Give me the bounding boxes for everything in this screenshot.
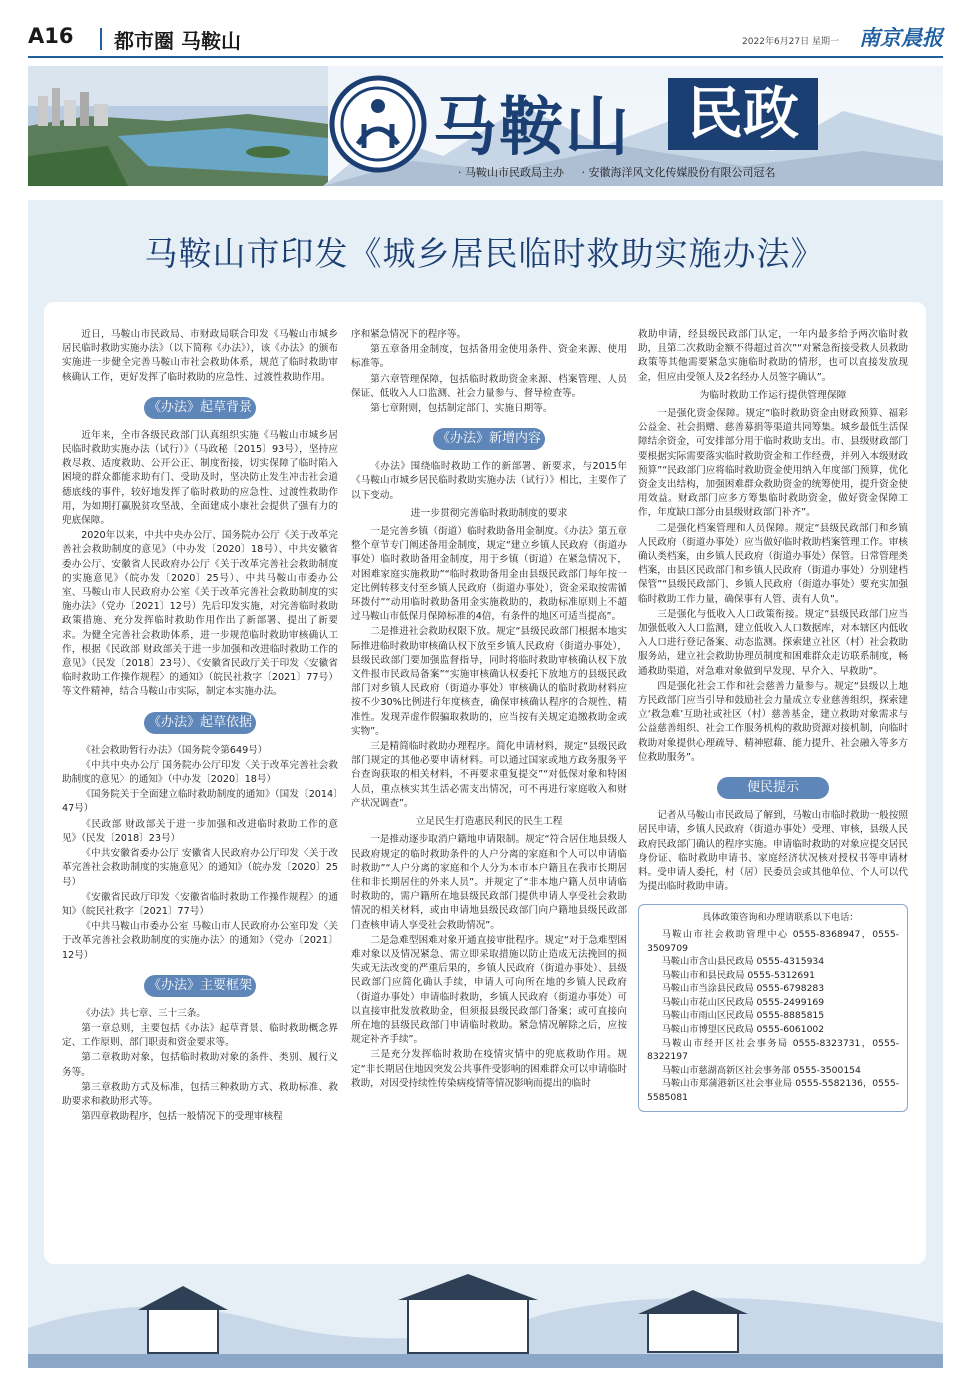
basis-item: 《安徽省民政厅印发〈安徽省临时救助工作操作规程〉的通知》（皖民社救字〔2021〕77号） [62, 891, 338, 917]
subheading: 为临时救助工作运行提供管理保障 [699, 389, 847, 401]
subheading: 进一步贯彻完善临时救助制度的要求 [410, 507, 568, 519]
framework-item: 第二章救助对象，包括临时救助对象的条件、类别、履行义务等。 [62, 1052, 338, 1078]
paragraph: 2020年以来，中共中央办公厅、国务院办公厅《关于改革完善社会救助制度的意见》（中办发〔2020〕18号）、中共安徽省委办公厅、安徽省人民政府办公厅《关于改革完善社会救助制度的实施意见》（皖办发〔2020〕25号）、中共马鞍山市委办公室、马鞍山市人民政府办公室《关于改革完善社会救助制度的实施办法》（党办〔2021〕12号）先后印发实施，对完善临时救助政策措施、充分发挥临时救助作用作出了新部署、提出了新要求。为健全完善社会救助体系，进一步规范临时救助审核确认工作，根据《民政部 财政部关于进一步加强和改进临时救助工作的意见》（民发〔2018〕23号）、《安徽省民政厅关于印发〈安徽省临时救助工作操作规程〉的通知》（皖民社救字〔2021〕77号）等文件精神，结合马鞍山市实际，制定本实施办法。 [62, 530, 338, 698]
article-headline: 马鞍山市印发《城乡居民临时救助实施办法》 [144, 234, 825, 273]
paragraph: 二是急难型困难对象开通直接审批程序。规定“对于急难型困难对象以及情况紧急、需立即采取措施以防止造成无法挽回的损失或无法改变的严重后果的，乡镇人民政府（街道办事处）、县级民政部门应简化确认手续，申请人可向所在地的乡镇人民政府（街道办事处）申请临时救助，乡镇人民政府（街道办事处）可以直接审批发放救助金，但须报县级民政部门备案；或可直接向所在地的县级民政部门申请临时救助。紧急情况解除之后，应按规定补齐手续”。 [351, 934, 627, 1046]
framework-item: 第一章总则，主要包括《办法》起草背景、临时救助概念界定、工作原则、部门职责和资金要求等。 [62, 1022, 338, 1049]
paragraph: 第六章管理保障，包括临时救助资金来源、档案管理、人员保证、低收入人口监测、社会力量参与、督导检查等。 [351, 373, 627, 399]
city-aerial-photo [28, 66, 328, 186]
section-pill-tips: 便民提示 [717, 777, 829, 799]
contact-item: 马鞍山市社会救助管理中心 0555-8368947，0555-3509709 [647, 928, 899, 954]
paragraph: 四是强化社会工作和社会慈善力量参与。规定“县级以上地方民政部门应当引导和鼓励社会力量成立专业慈善组织，探索建立‘救急难’互助社或社区（村）慈善基金，建立救助对象需求与公益慈善组织、社会工作服务机构的救助资源对接机制，向临时救助对象提供心理疏导、精神慰藉、能力提升、社会融入等多方位救助服务”。 [638, 680, 908, 763]
contact-item: 马鞍山市博望区民政局 0555-6061002 [661, 1024, 825, 1036]
contact-item: 马鞍山市含山县民政局 0555-4315934 [661, 956, 825, 968]
page-number: A16 [28, 24, 74, 48]
issue-date: 2022年6月27日 星期一 [742, 37, 839, 47]
paragraph: 一是推动逐步取消户籍地申请限制。规定“符合居住地县级人民政府规定的临时救助条件的人户分离的家庭和个人可以申请临时救助”“人户分离的家庭和个人分为本市本户籍且在我市长期居住和非长期居住的外来人员”。并规定了“非本地户籍人员申请临时救助的，需户籍所在地县级民政部门提供申请人享受社会救助情况的相关材料，或由申请地县级民政部门向户籍地县级民政部门查核申请人享受社会救助情况”。 [351, 834, 627, 931]
basis-item: 《国务院关于全面建立临时救助制度的通知》（国发〔2014〕47号） [62, 789, 338, 815]
framework-item: 第三章救助方式及标准，包括三种救助方式、救助标准、救助要求和救助形式等。 [62, 1081, 338, 1107]
section-title: 都市圈 马鞍山 [114, 29, 241, 53]
contact-item: 马鞍山市花山区民政局 0555-2499169 [661, 996, 825, 1008]
contact-box [638, 904, 908, 1111]
page-header [28, 22, 943, 58]
contact-item: 马鞍山市当涂县民政局 0555-6798283 [661, 983, 825, 995]
section-pill-basis: 《办法》起草依据 [144, 712, 256, 734]
contact-item: 马鞍山市雨山区民政局 0555-8885815 [661, 1010, 825, 1022]
contact-item: 马鞍山市慈湖高新区社会事务部 0555-3500154 [661, 1064, 861, 1076]
paragraph: 一是完善乡镇（街道）临时救助备用金制度。《办法》第五章整个章节专门阐述备用金制度，规定“建立乡镇人民政府（街道办事处）临时救助备用金制度，用于乡镇（街道）在紧急情况下，对困难家庭实施救助”“临时救助备用金由县级民政部门每年按一定比例转移支付至乡镇人民政府（街道办事处），资金采取按需循环拨付”“动用临时救助备用金实施救助的，救助标准原则上不超过马鞍山市低保月保障标准的4倍，有条件的地区可适当提高”。 [351, 526, 627, 623]
paragraph: 《办法》围绕临时救助工作的新部署、新要求，与2015年《马鞍山市城乡居民临时救助实施办法（试行）》相比，主要作了以下变动。 [351, 461, 627, 501]
article-column-3 [638, 328, 908, 1112]
paragraph: 第七章附则，包括制定部门、实施日期等。 [370, 403, 553, 415]
basis-item: 《中共安徽省委办公厅 安徽省人民政府办公厅印发〈关于改革完善社会救助制度的实施意见〉的通知》（皖办发〔2020〕25号） [62, 848, 338, 888]
paragraph: 二是推进社会救助权限下放。规定“县级民政部门根据本地实际推进临时救助审核确认权下放至乡镇人民政府（街道办事处），县级民政部门要加强监督指导，同时将临时救助审核确认权下放文件报市民政局备案”“实施审核确认权委托下放地方的县级民政部门对乡镇人民政府（街道办事处）审核确认的临时救助材料应按不少30%比例进行年度核查，确保审核确认程序的合规性、精准性。发现弄虚作假骗取救助的，应当按有关规定追缴救助金或实物”。 [351, 626, 627, 737]
basis-item: 《社会救助暂行办法》（国务院令第649号） [81, 744, 268, 756]
article-column-2 [351, 328, 627, 1092]
contact-item: 马鞍山市和县民政局 0555-5312691 [661, 969, 815, 981]
framework-item: 《办法》共七章、三十三条。 [81, 1007, 206, 1019]
paragraph: 序和紧急情况下的程序等。 [351, 329, 467, 340]
banner-title-box: 民政 [668, 78, 818, 150]
basis-item: 《民政部 财政部关于进一步加强和改进临时救助工作的意见》（民发〔2018〕23号） [62, 818, 338, 844]
traditional-architecture-illustration [28, 1268, 943, 1368]
civil-affairs-emblem-icon [328, 74, 428, 174]
header-divider [100, 28, 102, 50]
paragraph: 二是强化档案管理和人员保障。规定“县级民政部门和乡镇人民政府（街道办事处）应当做好临时救助档案管理工作。审核确认类档案，由乡镇人民政府（街道办事处）保管。日常管理类档案，由县区民政部门和乡镇人民政府（街道办事处）分别建档保管”“县级民政部门、乡镇人民政府（街道办事处）要充实加强临时救助工作力量，确保事有人管、责有人负”。 [638, 522, 908, 605]
article-column-1 [62, 328, 338, 1125]
column-banner [28, 66, 943, 186]
paragraph: 三是强化与低收入人口政策衔接。规定“县级民政部门应当加强低收入人口监测，建立低收入人口数据库，对本辖区内低收入人口进行登记备案、动态监测。探索建立社区（村）社会救助服务站，建立社会救助协理员制度和困难群众走访联系制度，畅通救助渠道，对急难对象做到早发现、早介入、早救助”。 [638, 608, 908, 677]
paragraph: 近年来，全市各级民政部门认真组织实施《马鞍山市城乡居民临时救助实施办法（试行）》（马政秘〔2015〕93号），坚持应救尽救、适度救助、公开公正、制度衔接，切实保障了临时陷入困境的群众都能求助有门、受助及时，坚决防止发生冲击社会道德底线的事件，较好地发挥了临时救助的应急性、过渡性救助作用，为如期打赢脱贫攻坚战、全面建成小康社会提供了强有力的兜底保障。 [62, 429, 338, 527]
basis-item: 《中共中央办公厅 国务院办公厅印发〈关于改革完善社会救助制度的意见〉的通知》（中办发〔2020〕18号） [62, 759, 338, 786]
paragraph: 一是强化资金保障。规定“临时救助资金由财政预算、福彩公益金、社会捐赠、慈善募捐等渠道共同筹集。城乡最低生活保障结余资金，可安排部分用于临时救助支出。市、县级财政部门要根据实际需要落实临时救助资金和工作经费，并列入本级财政预算”“民政部门应将临时救助资金使用纳入年度部门预算，优化资金支出结构，加强困难群众救助资金的统筹使用，提升资金使用效益。财政部门应多方筹集临时救助资金，做好资金保障工作，年度缺口部分由县级财政部门补齐”。 [638, 408, 908, 519]
paragraph: 记者从马鞍山市民政局了解到，马鞍山市临时救助一般按照居民申请，乡镇人民政府（街道办事处）受理、审核，县级人民政府民政部门确认的程序实施。申请临时救助的对象应提交居民身份证、临时救助申请书、家庭经济状况核对授权书等申请材料。受申请人委托，村（居）民委员会或其他单位、个人可以代为提出临时救助申请。 [638, 810, 908, 893]
sponsor-line [458, 164, 790, 180]
basis-item: 《中共马鞍山市委办公室 马鞍山市人民政府办公室印发〈关于改革完善社会救助制度的实施办法〉的通知》（党办〔2021〕12号） [62, 921, 338, 961]
paragraph: 三是精简临时救助办理程序。简化申请材料，规定“县级民政部门规定的其他必要申请材料。可以通过国家或地方政务服务平台查询获取的相关材料，不再要求重复提交”“对低保对象和特困人员，重点核实其生活必需支出情况，可不再进行家庭收入和财产状况调查”。 [351, 741, 627, 809]
newspaper-logo: 南京晨报 [859, 25, 943, 50]
paragraph: 第五章备用金制度，包括备用金使用条件、资金来源、使用标准等。 [351, 344, 627, 370]
framework-item: 第四章救助程序，包括一般情况下的受理审核程 [81, 1111, 283, 1123]
contact-item: 马鞍山市郑蒲港新区社会事业局 0555-5582136，0555-5585081 [647, 1078, 899, 1104]
contact-title: 具体政策咨询和办理请联系以下电话： [702, 912, 859, 924]
section-pill-background: 《办法》起草背景 [144, 397, 256, 419]
paragraph: 三是充分发挥临时救助在疫情灾情中的兜底救助作用。规定“非长期居住地因突发公共事件受影响的困难群众可以申请临时救助，对因受持续性传染病疫情等情况影响而提出的临时 [351, 1049, 627, 1089]
section-pill-framework: 《办法》主要框架 [144, 975, 256, 997]
sponsor-host: · 马鞍山市民政局主办 [458, 166, 564, 179]
paragraph: 救助申请，经县级民政部门认定，一年内最多给予两次临时救助，且第二次救助金额不得超过首次”“对紧急衔接受救人员救助政策等其他需要紧急实施临时救助的情形，也可以直接发放现金，但应由受领人及2名经办人员签字确认”。 [638, 329, 908, 383]
intro-paragraph: 近日，马鞍山市民政局、市财政局联合印发《马鞍山市城乡居民临时救助实施办法》（以下简称《办法》），该《办法》的颁布实施进一步健全完善马鞍山市社会救助体系，规范了临时救助审核确认工作，更好发挥了临时救助的应急性、过渡性救助作用。 [62, 329, 338, 383]
sponsor-title: · 安徽海洋风文化传媒股份有限公司冠名 [581, 166, 776, 179]
section-pill-new-content: 《办法》新增内容 [433, 428, 545, 450]
contact-item: 马鞍山市经开区社会事务局 0555-8323731，0555-8322197 [647, 1037, 899, 1063]
subheading: 立足民生打造惠民利民的民生工程 [415, 816, 563, 828]
banner-title: 马鞍山 [433, 90, 631, 165]
